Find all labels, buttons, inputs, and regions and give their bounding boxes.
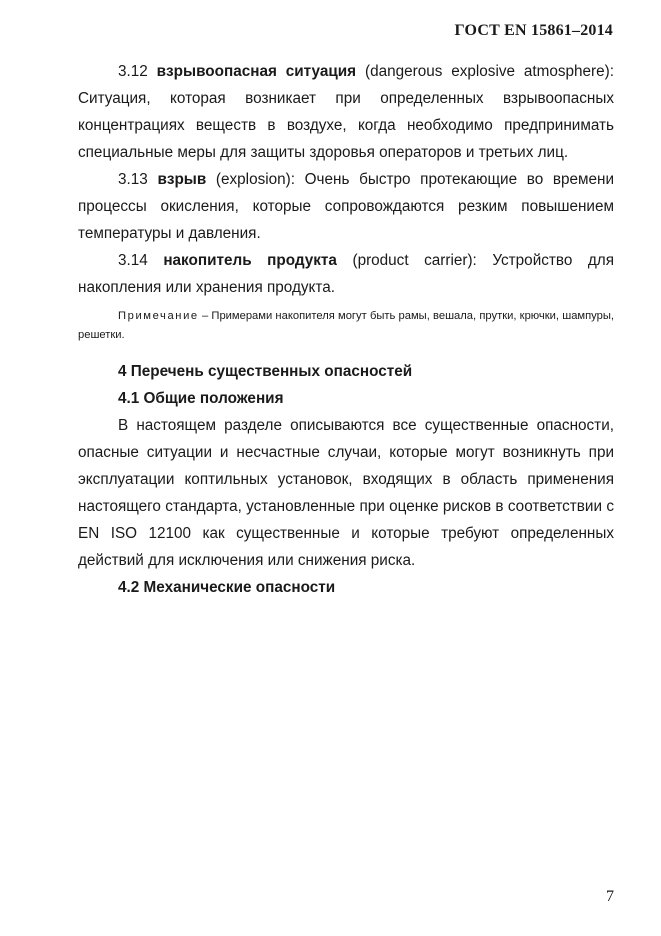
term-3-14 (78, 247, 614, 301)
term-name: взрывоопасная ситуация (156, 63, 357, 80)
term-number: 3.13 (118, 171, 148, 188)
term-3-12 (78, 58, 614, 166)
page-number: 7 (606, 888, 614, 905)
term-definition: Очень быстро протекающие во времени процессы окисления, которые сопровождаются резким повышением температуры и давления. (78, 171, 615, 242)
section-4-title: 4 Перечень существенных опасностей (118, 363, 413, 380)
term-definition: Ситуация, которая возникает при определенных взрывоопасных концентрациях веществ в воздухе, когда необходимо предпринимать специальные меры для защиты здоровья операторов и третьих лиц. (78, 90, 614, 161)
term-name: взрыв (157, 171, 207, 188)
term-definition: Устройство для накопления или хранения продукта. (78, 252, 615, 296)
document-code-header: ГОСТ EN 15861–2014 (454, 22, 613, 39)
note-text: – Примерами накопителя могут быть рамы, вешала, прутки, крючки, шампуры, решетки. (78, 310, 615, 341)
section-4-1-text: В настоящем разделе описываются все существенные опасности, опасные ситуации и несчастные случаи, которые могут возникнуть при эксплуатации коптильных установок, входящих в область применения настоящего стандарта, установленные при оценке рисков в соответствии с EN ISO 12100 как существенные и которые требуют определенных действий для исключения или снижения риска. (78, 417, 614, 569)
section-4-2-title: 4.2 Механические опасности (118, 579, 336, 596)
term-english: (product carrier): (352, 252, 477, 269)
term-name: накопитель продукта (163, 252, 337, 269)
term-3-13 (78, 166, 614, 247)
section-4-1-title: 4.1 Общие положения (118, 390, 284, 407)
page-content (78, 58, 614, 601)
note (78, 307, 614, 344)
term-number: 3.14 (118, 252, 148, 269)
note-label: Примечание (118, 310, 199, 322)
term-english: (dangerous explosive atmosphere): (364, 63, 614, 80)
term-english: (explosion): (215, 171, 295, 188)
term-number: 3.12 (118, 63, 148, 80)
